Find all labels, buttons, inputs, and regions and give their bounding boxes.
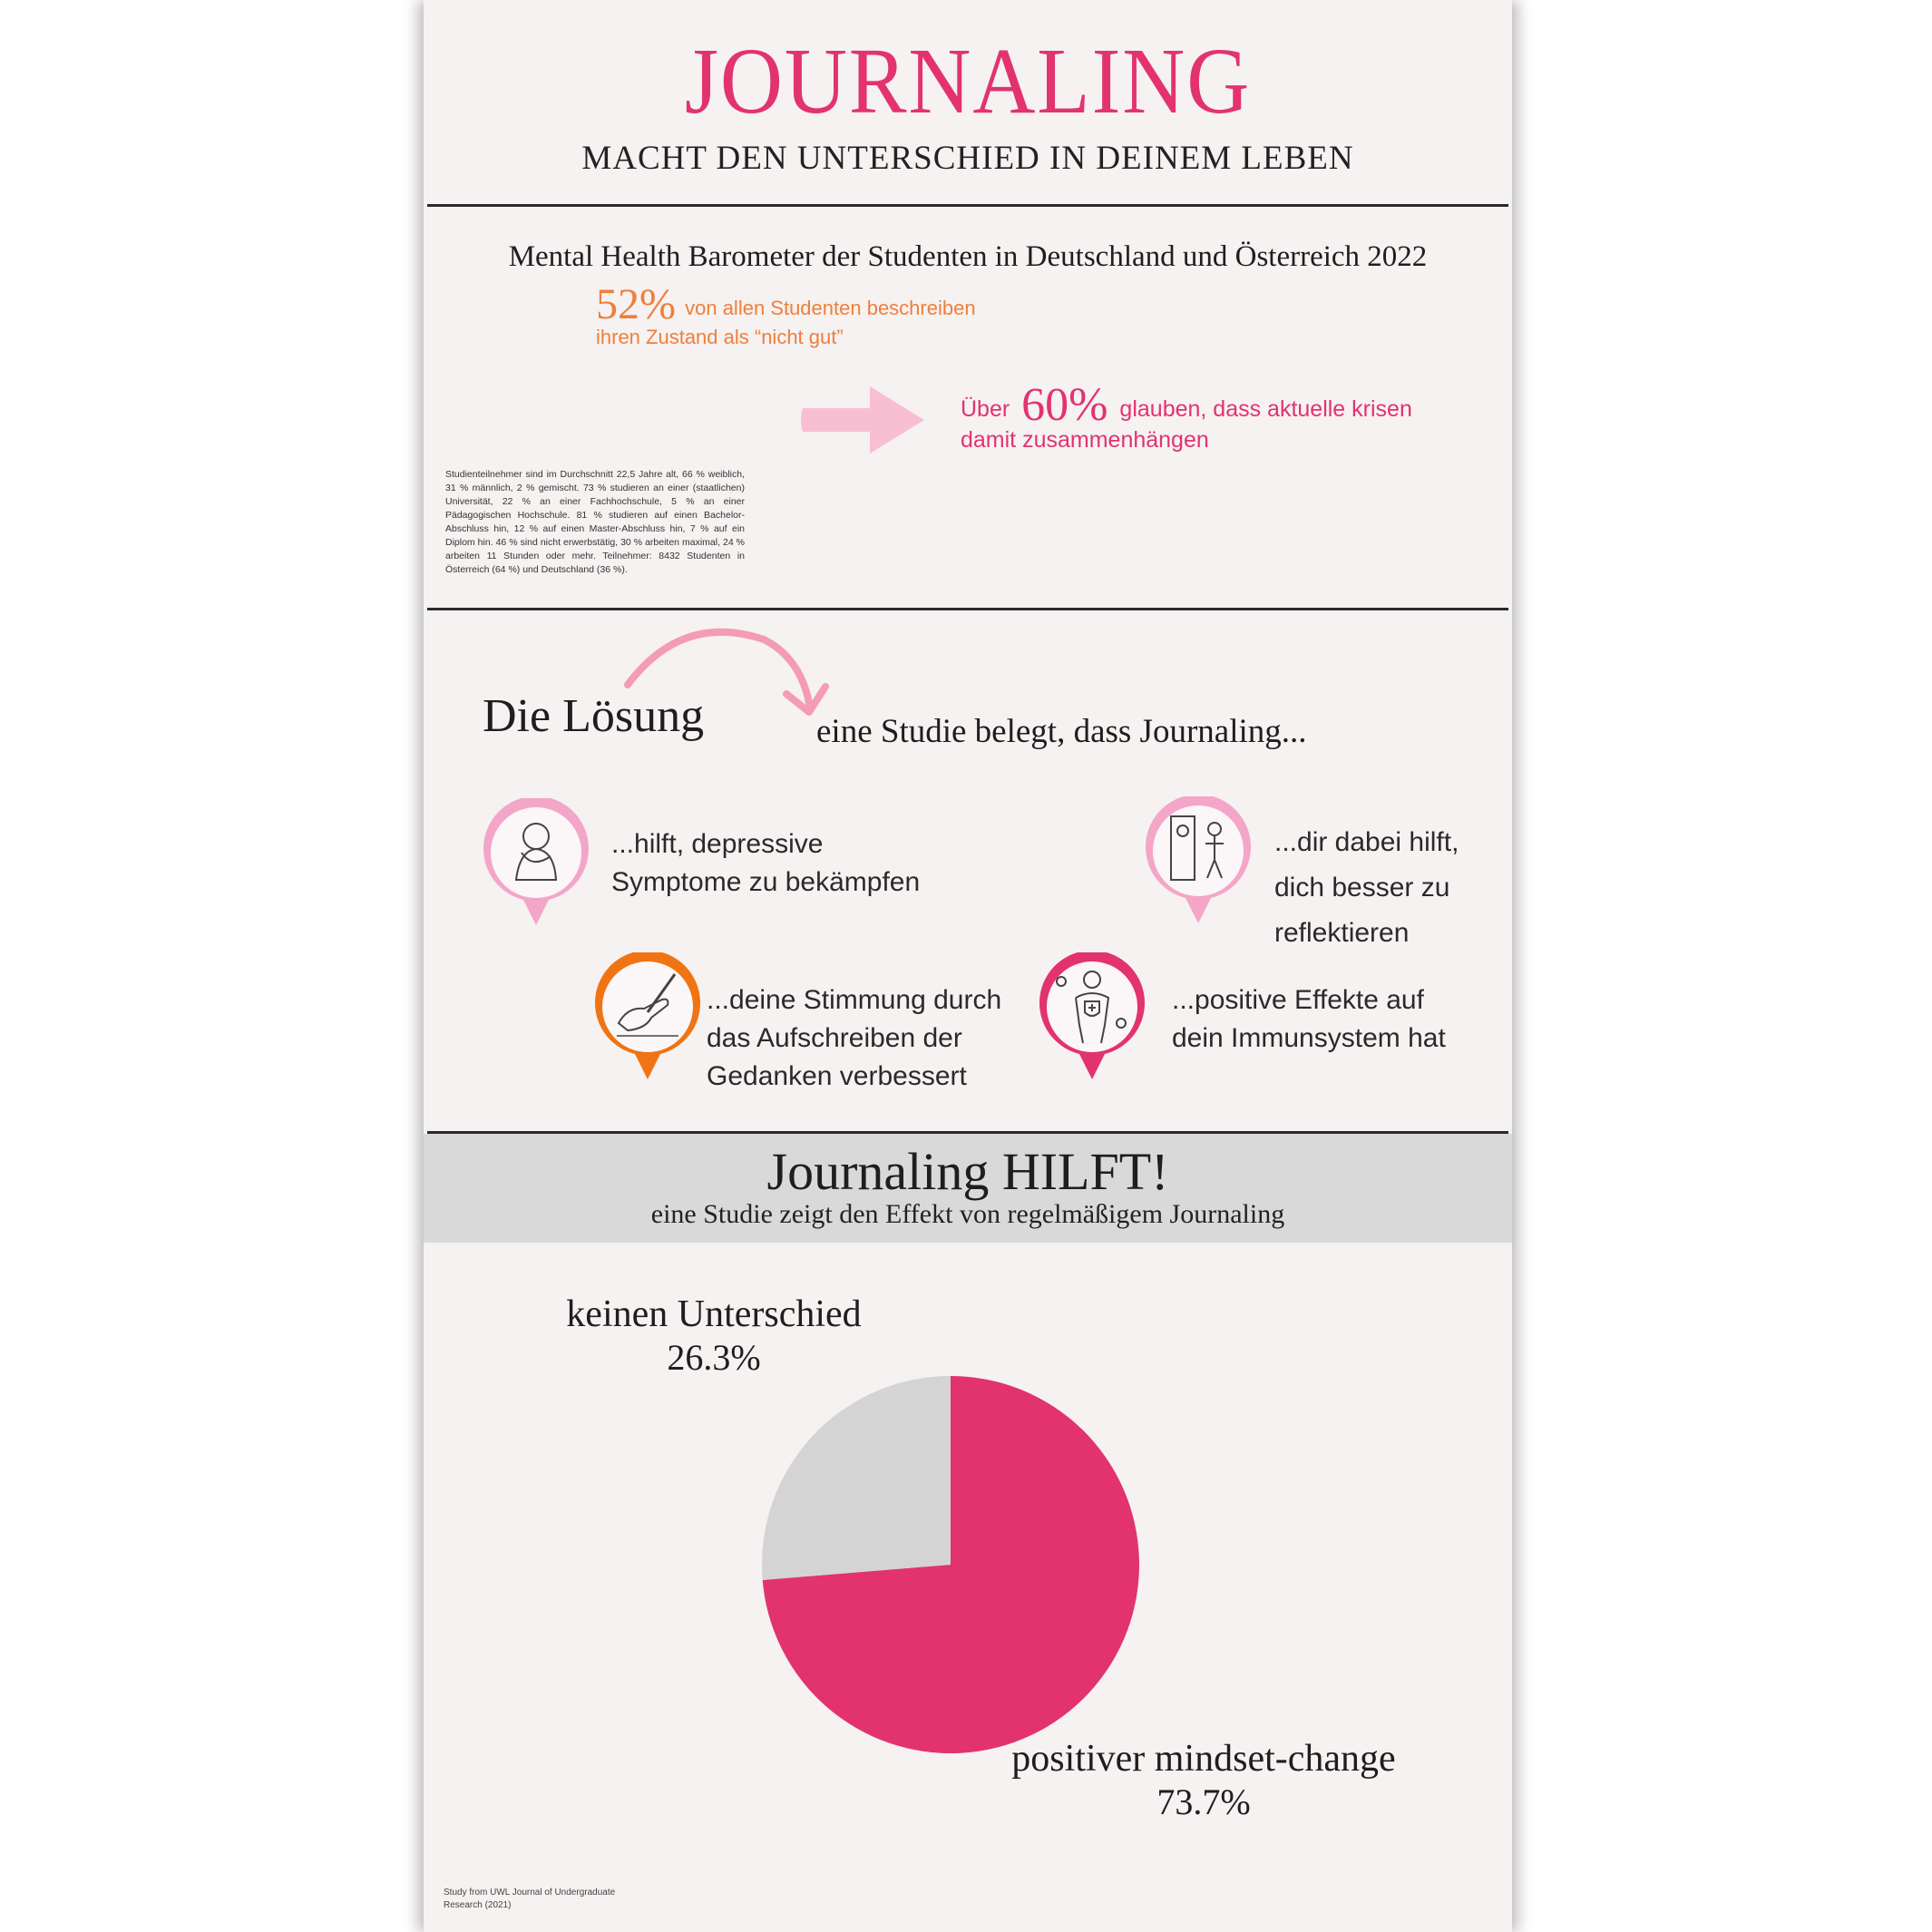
- stat-52-value: 52%: [596, 280, 676, 328]
- benefit-mood: ...deine Stimmung durch das Aufschreiben der Gedanken verbessert: [707, 985, 1002, 1091]
- solution-heading: Die Lösung: [483, 690, 705, 742]
- barometer-title: Mental Health Barometer der Studenten in Deutschland und Österreich 2022: [508, 240, 1428, 273]
- pie-slice-value: 26.3%: [667, 1337, 761, 1378]
- footnote: Study from UWL Journal of Undergraduate Research (2021): [444, 1888, 616, 1910]
- banner-title: Journaling HILFT!: [766, 1142, 1169, 1201]
- pie-slice-no-difference: [762, 1376, 951, 1580]
- page-subtitle: MACHT DEN UNTERSCHIED IN DEINEM LEBEN: [581, 140, 1354, 177]
- pie-label-positive-change: [981, 1737, 1426, 1823]
- banner-subtitle: eine Studie zeigt den Effekt von regelmäßigem Journaling: [650, 1199, 1285, 1229]
- benefit-reflection: ...dir dabei hilft, dich besser zu reflektieren: [1274, 827, 1459, 948]
- stat-60-text: glauben, dass aktuelle krisen damit zusammenhängen: [961, 396, 1412, 453]
- infographic-poster: [424, 0, 1512, 1932]
- solution-subheading: eine Studie belegt, dass Journaling...: [816, 713, 1307, 750]
- pie-slice-label: keinen Unterschied: [566, 1293, 862, 1335]
- stat-52-text: von allen Studenten beschreiben ihren Zustand als “nicht gut”: [596, 297, 976, 348]
- benefit-immune: ...positive Effekte auf dein Immunsystem hat: [1172, 985, 1446, 1053]
- benefit-depression: ...hilft, depressive Symptome zu bekämpfen: [611, 829, 921, 897]
- pie-slice-value: 73.7%: [1156, 1781, 1251, 1822]
- page-title: JOURNALING: [684, 29, 1252, 133]
- pie-slice-label: positiver mindset-change: [1011, 1738, 1396, 1780]
- pie-label-no-difference: [542, 1293, 886, 1379]
- pie-chart: [424, 0, 1512, 1932]
- survey-fineprint: Studienteilnehmer sind im Durchschnitt 22,5 Jahre alt, 66 % weiblich, 31 % männlich, 2 % gemischt. 73 % studieren an einer (staatlichen) Universität, 22 % an einer Fachhochschule, 5 % an einer Pädagogischen Hochschule. 81 % studieren auf einen Bachelor-Abschluss hin, 12 % auf einen Master-Abschluss hin, 7 % auf ein Diplom hin. 46 % sind nicht erwerbstätig, 30 % arbeiten maximal, 24 % arbeiten 11 Stunden oder mehr. Teilnehmer: 8432 Studenten in Österreich (64 %) und Deutschland (36 %).: [445, 469, 745, 575]
- stat-60-prefix: Über: [961, 396, 1010, 422]
- stat-60-value: 60%: [1021, 379, 1108, 431]
